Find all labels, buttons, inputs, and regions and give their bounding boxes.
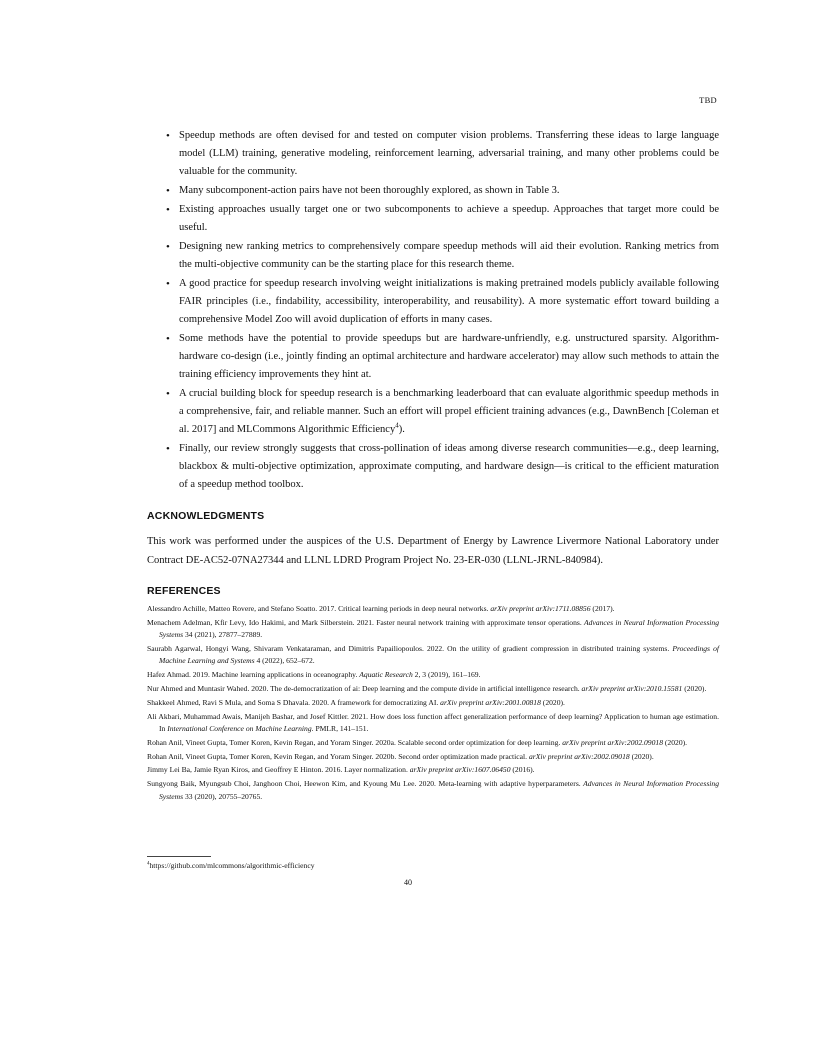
page-number: 40 xyxy=(404,878,412,887)
future-directions-list xyxy=(166,127,719,495)
list-item xyxy=(166,330,719,385)
bullet-text: Many subcomponent-action pairs have not been thoroughly explored, as shown in Table 3. xyxy=(179,185,560,197)
reference-venue: arXiv preprint arXiv:2001.00818 xyxy=(440,697,541,707)
reference-item xyxy=(147,617,719,642)
reference-details: . PMLR, 141–151. xyxy=(311,724,369,733)
reference-item xyxy=(147,603,719,615)
reference-venue: Advances in Neural Information Processing Systems xyxy=(159,779,719,801)
reference-authors-title: Saurabh Agarwal, Hongyi Wang, Shivaram Venkataraman, and Dimitris Papailiopoulos. 2022. On the utility of gradient compression in distributed training systems. xyxy=(147,644,673,653)
reference-item xyxy=(147,643,719,668)
list-item xyxy=(166,127,719,182)
footnote xyxy=(147,861,315,870)
reference-authors-title: Hafez Ahmad. 2019. Machine learning applications in oceanography. xyxy=(147,670,360,680)
list-item xyxy=(166,201,719,237)
reference-authors-title: Sungyong Baik, Myungsub Choi, Janghoon Choi, Heewon Kim, and Kyoung Mu Lee. 2020. Meta-learning with adaptive hyperparameters. xyxy=(147,779,584,789)
reference-details: (2017). xyxy=(590,604,615,613)
reference-item xyxy=(147,778,719,803)
reference-authors-title: Menachem Adelman, Kfir Levy, Ido Hakimi, and Mark Silberstein. 2021. Faster neural network training with approximate tensor operations. xyxy=(147,617,585,627)
reference-item xyxy=(147,669,719,681)
reference-details: (2020). xyxy=(540,697,565,707)
reference-details: 2, 3 (2019), 161–169. xyxy=(412,670,481,680)
reference-item xyxy=(147,683,719,695)
list-item xyxy=(166,440,719,495)
reference-item xyxy=(147,751,719,763)
list-item xyxy=(166,275,719,330)
bullet-text: Designing new ranking metrics to comprehensively compare speedup methods will aid their evolution. Ranking metrics from the multi-objective community can be the starting place for this research theme. xyxy=(179,240,719,270)
bullet-text: A crucial building block for speedup research is a benchmarking leaderboard that can evaluate algorithmic speedup methods in a comprehensive, fair, and reliable manner. Such an effort will propel efficient training advances (e.g., DawnBench [Coleman et al. 2017] and MLCommons Algorithmic Efficiency xyxy=(179,387,719,436)
list-item xyxy=(166,182,719,200)
reference-authors-title: Rohan Anil, Vineet Gupta, Tomer Koren, Kevin Regan, and Yoram Singer. 2020b. Second order optimization made practical. xyxy=(147,751,529,761)
reference-details: 4 (2022), 652–672. xyxy=(254,656,315,666)
reference-item xyxy=(147,764,719,776)
reference-venue: arXiv preprint arXiv:1607.06450 xyxy=(409,765,511,775)
bullet-text: Finally, our review strongly suggests that cross-pollination of ideas among diverse research communities—e.g., deep learning, blackbox & multi-objective optimization, approximate computing, and hardware design—is critical to the efficient maturation of a speedup method toolbox. xyxy=(179,442,719,491)
reference-authors-title: Shakkeel Ahmed, Ravi S Mula, and Soma S Dhavala. 2020. A framework for democratizing AI. xyxy=(147,697,441,707)
reference-details: 34 (2021), 27877–27889. xyxy=(183,630,263,640)
reference-details: 33 (2020), 20755–20765. xyxy=(183,791,263,801)
footnote-number: 4 xyxy=(147,861,150,867)
bullet-text: Speedup methods are often devised for and tested on computer vision problems. Transferring these ideas to large language model (LLM) training, generative modeling, reinforcement learning, adversarial training, and many other problems could be valuable for the community. xyxy=(179,130,719,178)
reference-venue: arXiv preprint arXiv:2002.09018 xyxy=(528,751,630,761)
reference-authors-title: Jimmy Lei Ba, Jamie Ryan Kiros, and Geoffrey E Hinton. 2016. Layer normalization. xyxy=(147,765,410,775)
reference-details: (2020). xyxy=(663,737,688,747)
reference-details: (2020). xyxy=(682,684,707,693)
bullet-text: Some methods have the potential to provide speedups but are hardware-unfriendly, e.g. unstructured sparsity. Algorithm-hardware co-design (i.e., jointly finding an optimal architecture and hardware accelerator) may allow such methods to attain the training efficiency improvements they hint at. xyxy=(179,332,719,381)
reference-details: (2020). xyxy=(629,751,654,761)
reference-details: (2016). xyxy=(510,765,535,775)
reference-venue: arXiv preprint arXiv:1711.08856 xyxy=(490,604,591,613)
bullet-text-tail: ). xyxy=(398,424,405,436)
references-list xyxy=(147,603,719,804)
reference-venue: Proceedings of Machine Learning and Systems xyxy=(159,644,720,666)
footnote-mark[interactable]: 4 xyxy=(395,421,399,430)
reference-venue: Aquatic Research xyxy=(359,670,413,680)
list-item xyxy=(166,385,719,440)
bullet-text: A good practice for speedup research involving weight initializations is making pretrained models publicly available following FAIR principles (i.e., findability, accessibility, interoperability, and reusability). A more systematic effort toward building a comprehensive Model Zoo will avoid duplication of efforts in many cases. xyxy=(179,277,719,326)
reference-item xyxy=(147,697,719,709)
reference-venue: Advances in Neural Information Processing Systems xyxy=(159,617,719,640)
reference-venue: arXiv preprint arXiv:2010.15581 xyxy=(581,684,683,693)
reference-venue: arXiv preprint arXiv:2002.09018 xyxy=(562,737,663,747)
footnote-divider xyxy=(147,856,211,857)
acknowledgments-body: This work was performed under the auspices of the U.S. Department of Energy by Lawrence Livermore National Laboratory under Contract DE-AC52-07NA27344 and LLNL LDRD Program Project No. 23-ER-030 (LLNL-JRNL-840984). xyxy=(147,536,719,566)
reference-item xyxy=(147,711,719,736)
running-head: TBD xyxy=(699,95,717,105)
acknowledgments-heading: ACKNOWLEDGMENTS xyxy=(147,510,265,522)
reference-authors-title: Rohan Anil, Vineet Gupta, Tomer Koren, Kevin Regan, and Yoram Singer. 2020a. Scalable second order optimization for deep learning. xyxy=(147,737,563,747)
list-item xyxy=(166,238,719,274)
reference-item xyxy=(147,737,719,749)
references-heading: REFERENCES xyxy=(147,585,221,597)
footnote-url[interactable]: https://github.com/mlcommons/algorithmic-efficiency xyxy=(149,861,315,870)
reference-venue: International Conference on Machine Learning xyxy=(167,724,312,733)
reference-authors-title: Alessandro Achille, Matteo Rovere, and Stefano Soatto. 2017. Critical learning periods in deep neural networks. xyxy=(147,604,491,613)
reference-authors-title: Ali Akbari, Muhammad Awais, Manijeh Bashar, and Josef Kittler. 2021. How does loss function affect generalization performance of deep learning? Application to human age estimation. In xyxy=(147,711,719,733)
bullet-text: Existing approaches usually target one or two subcomponents to achieve a speedup. Approaches that target more could be useful. xyxy=(179,203,719,234)
reference-authors-title: Nur Ahmed and Muntasir Wahed. 2020. The de-democratization of ai: Deep learning and the compute divide in artificial intelligence research. xyxy=(147,684,582,693)
